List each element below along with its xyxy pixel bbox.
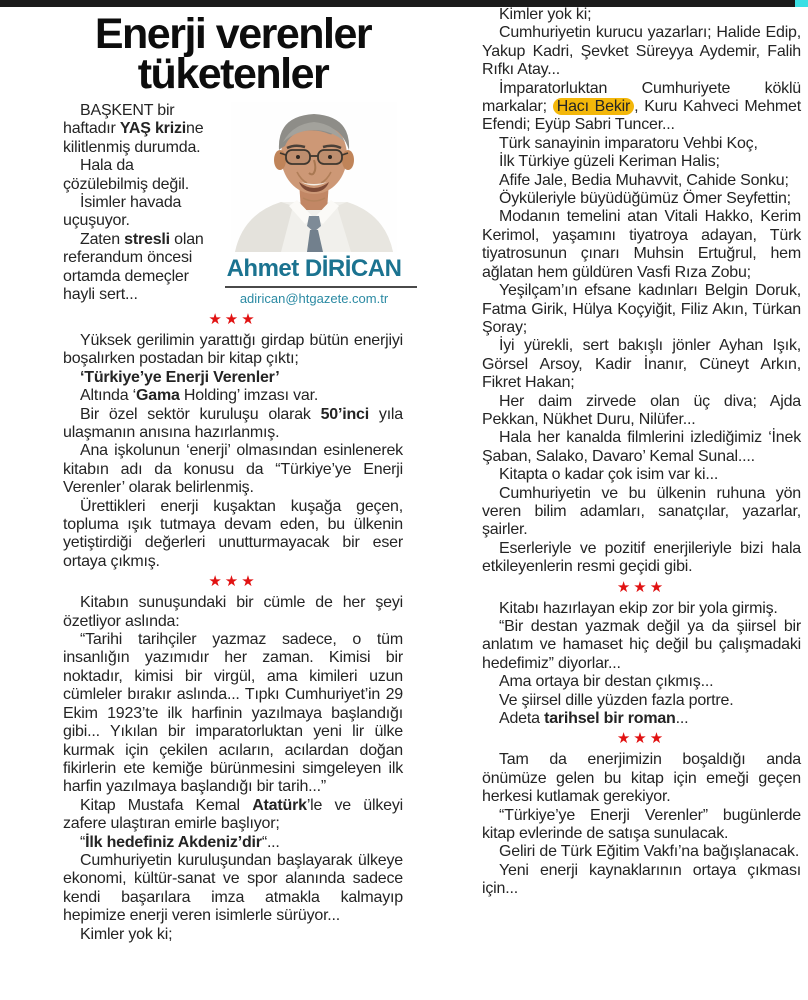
stars-separator: ★★★ bbox=[208, 573, 258, 591]
paragraph: Modanın temelini atan Vitali Hakko, Kerim Kerimol, yaşamını tiyatroya adayan, Türk tiyatrosunun çınarı Muhsin Ertuğrul, hem ağlatan hem güldüren Vasfi Rıza Zobu; bbox=[482, 208, 801, 281]
paragraph: Kitabın sunuşundaki bir cümle de her şeyi özetliyor aslında: bbox=[63, 594, 403, 630]
paragraph: Öyküleriyle büyüdüğümüz Ömer Seyfettin; bbox=[499, 190, 791, 208]
paragraph: İsimler havada uçuşuyor. bbox=[63, 194, 182, 230]
paragraph: Afife Jale, Bedia Muhavvit, Cahide Sonku; bbox=[499, 171, 789, 189]
paragraph: İlk Türkiye güzeli Keriman Halis; bbox=[499, 153, 720, 171]
paragraph: Hala da çözülebilmiş değil. bbox=[63, 157, 190, 193]
paragraph: Ve şiirsel dille yüzden fazla portre. bbox=[499, 691, 734, 709]
paragraph: İyi yürekli, sert bakışlı jönler Ayhan Işık, Görsel Arsoy, Kadir İnanır, Cüneyt Arkın, Fikret Hakan; bbox=[482, 337, 801, 392]
paragraph: Cumhuriyetin kuruluşundan başlayarak ülkeye ekonomi, kültür-sanat ve spor alanında sadece kendi başarılara imza atmakla kalmayıp hepimize enerji veren isimlerle sürüyor... bbox=[63, 851, 403, 925]
highlighted-text: Hacı Bekir bbox=[553, 98, 634, 115]
paragraph: Her daim zirvede olan üç diva; Ajda Pekkan, Nükhet Duru, Nilüfer... bbox=[482, 392, 801, 428]
paragraph: Cumhuriyetin kurucu yazarları; Halide Edip, Yakup Kadri, Şevket Süreyya Aydemir, Falih Rıfkı Atay... bbox=[482, 24, 801, 79]
paragraph: “İlk hedefiniz Akdeniz’dir“... bbox=[80, 833, 280, 851]
paragraph: Türk sanayinin imparatoru Vehbi Koç, bbox=[499, 134, 758, 152]
paragraph: “Bir destan yazmak değil ya da şiirsel bir anlatım ve hamaset hiç değil bu çalışmadaki hedefimiz” diyorlar... bbox=[482, 618, 801, 672]
author-name: Ahmet DİRİCAN bbox=[226, 254, 402, 282]
stars-separator: ★★★ bbox=[208, 310, 258, 328]
stars-separator: ★★★ bbox=[616, 730, 667, 748]
paragraph: Adeta tarihsel bir roman... bbox=[499, 710, 689, 728]
paragraph: Ürettikleri enerji kuşaktan kuşağa geçen, topluma ışık tutmaya devam eden, bu ülkenin yetiştirdiği değerleri unutturmayacak bir eser ortaya çıkmış. bbox=[63, 497, 403, 570]
stars-separator: ★★★ bbox=[616, 578, 667, 596]
paragraph: Yeni enerji kaynaklarının ortaya çıkması için... bbox=[482, 861, 801, 898]
paragraph: Bir özel sektör kuruluşu olarak 50’inci yıla ulaşmanın anısına hazırlanmış. bbox=[63, 405, 403, 441]
paragraph: Kitabı hazırlayan ekip zor bir yola girmiş. bbox=[499, 599, 778, 617]
paragraph: Eserleriyle ve pozitif enerjileriyle bizi hala etkileyenlerin resmi geçidi gibi. bbox=[482, 539, 801, 576]
right-paragraphs bbox=[482, 6, 801, 899]
paragraph: Zaten stresli olan referandum öncesi ortamda demeçler hayli sert... bbox=[63, 230, 204, 304]
left-paragraphs bbox=[63, 304, 403, 944]
paragraph: Ana işkolunun ‘enerji’ olmasından esinlenerek kitabın adı da konusu da “Türkiye’ye Enerji Verenler’ olarak belirlenmiş. bbox=[63, 442, 403, 497]
author-card bbox=[225, 102, 403, 306]
paragraph: “Tarihi tarihçiler yazmaz sadece, o tüm insanlığın yazımıdır her zaman. Kimisi bir noktadır, kimisi bir virgül, ama kimileri uzun cümleler bırakır aslında... Tıpkı Cumhuriyet’in 29 Ekim 1923’te ilk harfinin yazılmaya başlandığı gibi... Yıkılan bir imparatorluktan yeni lir ülke kurmak için çekilen acıların, acılardan doğan fikirlerin ete kemiğe bürünmesini simgeleyen ilk harfin yazılmaya başlandığı bir tarih...” bbox=[63, 631, 403, 796]
paragraph: Kitapta o kadar çok isim var ki... bbox=[499, 466, 719, 484]
paragraph: Kimler yok ki; bbox=[80, 925, 173, 943]
left-column bbox=[63, 8, 403, 944]
paragraph: Tam da enerjimizin boşaldığı anda önümüze gelen bu kitap için emeği geçen herkesi kutlamak gerekiyor. bbox=[482, 751, 801, 806]
paragraph: Altında ‘Gama Holding’ imzası var. bbox=[80, 387, 319, 405]
author-email: adirican@htgazete.com.tr bbox=[239, 290, 389, 306]
author-photo bbox=[231, 102, 397, 252]
paragraph: Hala her kanalda filmlerini izlediğimiz ‘İnek Şaban, Salako, Davaro’ Kemal Sunal.... bbox=[482, 429, 801, 465]
headline-line2: tüketenler bbox=[137, 49, 329, 98]
author-rule bbox=[225, 286, 417, 288]
paragraph: Kitap Mustafa Kemal Atatürk’le ve ülkeyi zafere ulaştıran emirle başlıyor; bbox=[63, 796, 403, 833]
paragraph: “Türkiye’ye Enerji Verenler” bugünlerde kitap evlerinde de satışa sunulacak. bbox=[482, 806, 801, 843]
headline-line1: Enerji verenler bbox=[94, 10, 372, 58]
paragraph: Yeşilçam’ın efsane kadınları Belgin Doruk, Fatma Girik, Hülya Koçyiğit, Filiz Akın, Türkan Şoray; bbox=[482, 282, 801, 336]
paragraph: ‘Türkiye’ye Enerji Verenler’ bbox=[80, 368, 280, 386]
headline bbox=[63, 10, 403, 98]
paragraph: Kimler yok ki; bbox=[499, 6, 592, 23]
right-column bbox=[482, 6, 801, 899]
paragraph: İmparatorluktan Cumhuriyete köklü markalar; Hacı Bekir , Kuru Kahveci Mehmet Efendi; Eyüp Sabri Tuncer... bbox=[482, 79, 801, 134]
paragraph: Yüksek gerilimin yarattığı girdap bütün enerjiyi boşalırken postadan bir kitap çıktı; bbox=[63, 331, 403, 368]
paragraph: BAŞKENT bir haftadır YAŞ krizine kilitlenmiş durumda. bbox=[63, 101, 204, 156]
paragraph: Geliri de Türk Eğitim Vakfı’na bağışlanacak. bbox=[499, 843, 800, 861]
paragraph: Cumhuriyetin ve bu ülkenin ruhuna yön veren bilim adamları, sanatçılar, yazarlar, şairler. bbox=[482, 484, 801, 539]
paragraph: Ama ortaya bir destan çıkmış... bbox=[499, 673, 714, 691]
